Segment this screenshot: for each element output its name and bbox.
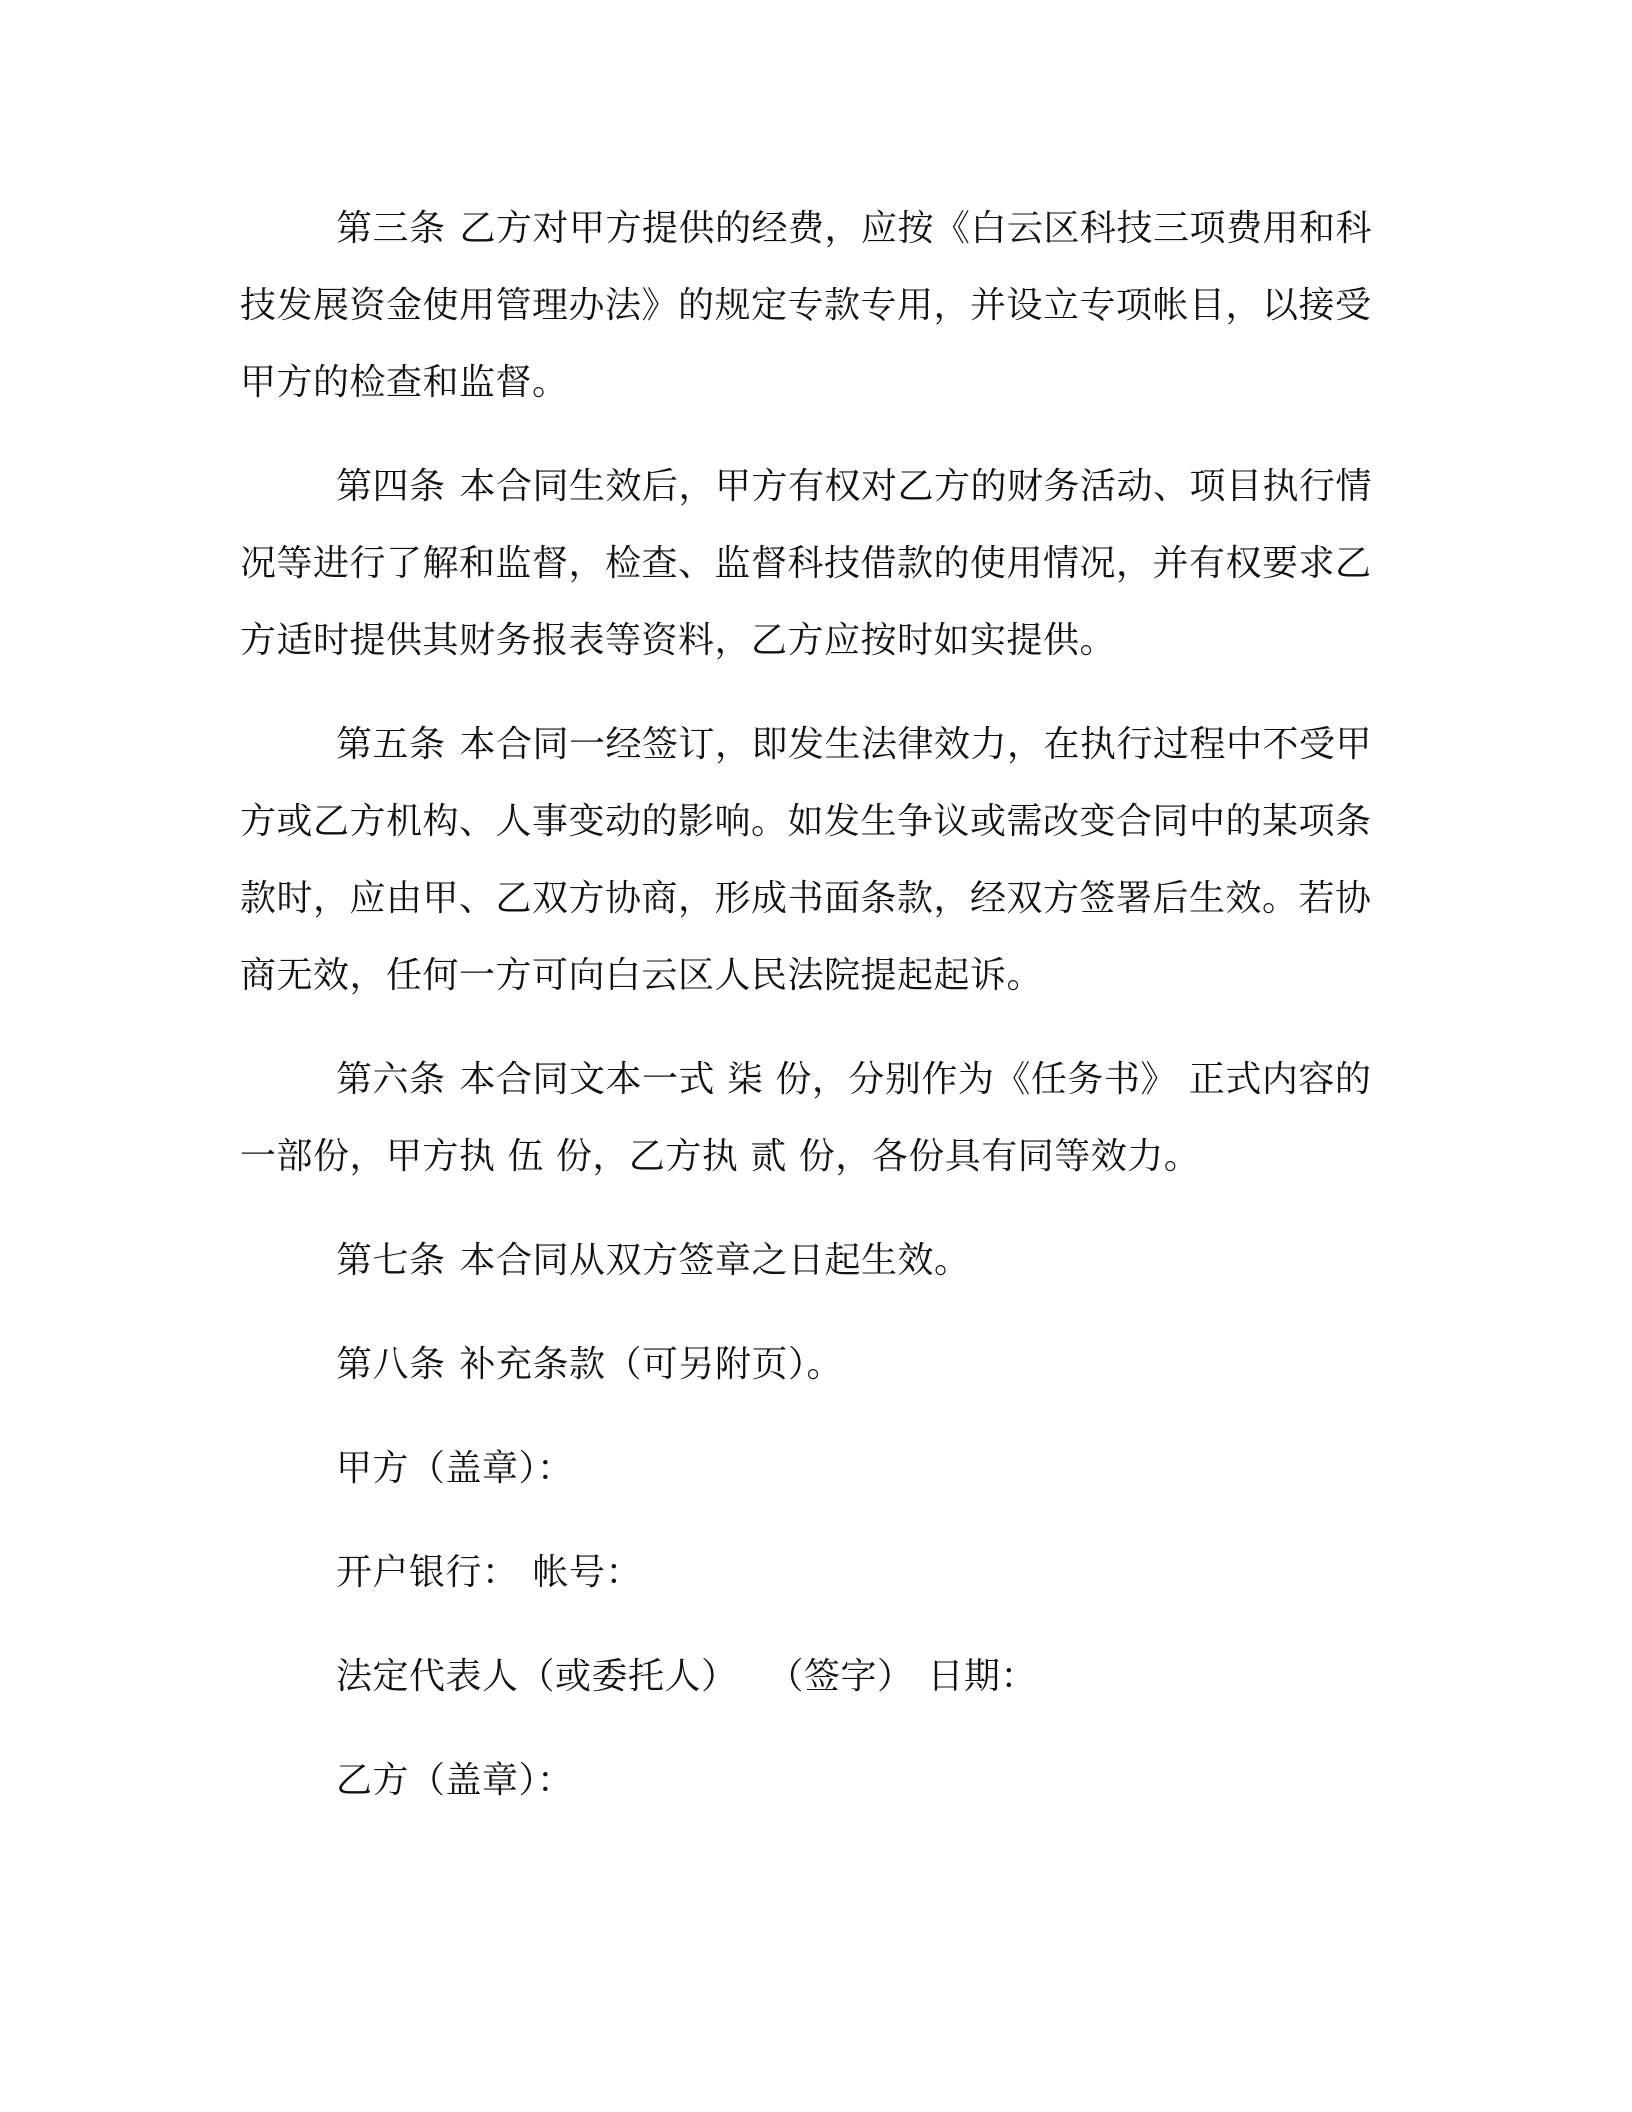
article-7-text: 本合同从双方签章之日起生效。 — [459, 1240, 971, 1281]
party-b-seal-label: 乙方（盖章）： — [336, 1760, 574, 1801]
bank-label: 开户银行： — [336, 1552, 519, 1593]
document-body — [240, 190, 1380, 1846]
article-6 — [240, 1041, 1380, 1195]
article-8-label: 第八条 — [336, 1344, 446, 1385]
party-a-seal-label: 甲方（盖章）： — [336, 1448, 574, 1489]
article-5-text: 本合同一经签订，即发生法律效力，在执行过程中不受甲方或乙方机构、人事变动的影响。如发生争议或需改变合同中的某项条款时，应由甲、乙双方协商，形成书面条款，经双方签署后生效。若协商无效，任何一方可向白云区人民法院提起起诉。 — [240, 724, 1373, 996]
article-6-label: 第六条 — [336, 1059, 446, 1100]
party-b-seal-line — [240, 1742, 1380, 1819]
date-label: 日期： — [927, 1656, 1038, 1697]
article-8-text: 补充条款（可另附页）。 — [459, 1344, 844, 1385]
article-5-label: 第五条 — [336, 724, 446, 765]
party-a-seal-line — [240, 1430, 1380, 1507]
article-3 — [240, 190, 1380, 421]
sign-label: （签字） — [767, 1656, 914, 1697]
article-6-text: 本合同文本一式 柒 份，分别作为《任务书》 正式内容的一部份，甲方执 伍 份，乙方执 贰 份，各份具有同等效力。 — [240, 1059, 1372, 1177]
article-7 — [240, 1222, 1380, 1299]
article-3-label: 第三条 — [336, 208, 446, 249]
article-5 — [240, 706, 1380, 1014]
article-4-label: 第四条 — [336, 466, 446, 507]
article-4 — [240, 448, 1380, 679]
legal-rep-label: 法定代表人（或委托人） — [336, 1656, 738, 1697]
account-label: 帐号： — [532, 1552, 643, 1593]
legal-rep-line — [240, 1638, 1380, 1715]
article-7-label: 第七条 — [336, 1240, 446, 1281]
article-8 — [240, 1326, 1380, 1403]
article-4-text: 本合同生效后，甲方有权对乙方的财务活动、项目执行情况等进行了解和监督，检查、监督科技借款的使用情况，并有权要求乙方适时提供其财务报表等资料，乙方应按时如实提供。 — [240, 466, 1373, 661]
bank-account-line — [240, 1534, 1380, 1611]
article-3-text: 乙方对甲方提供的经费，应按《白云区科技三项费用和科技发展资金使用管理办法》的规定专款专用，并设立专项帐目，以接受甲方的检查和监督。 — [240, 208, 1373, 403]
